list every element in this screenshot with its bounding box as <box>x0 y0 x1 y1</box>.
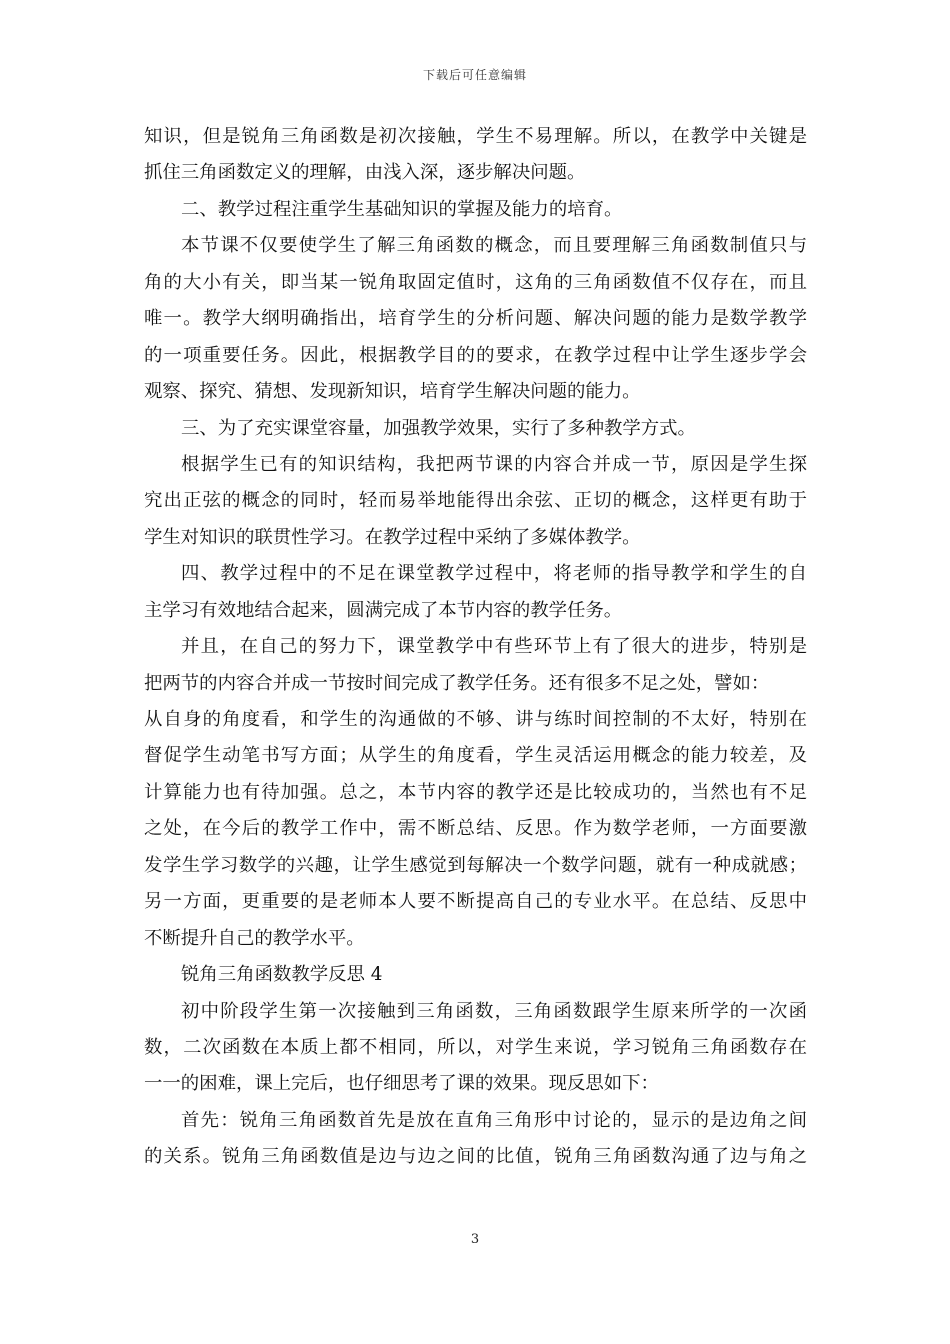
text-line: 首先：锐角三角函数首先是放在直角三角形中讨论的，显示的是边角之间 <box>181 1109 807 1131</box>
text-line: 另一方面，更重要的是老师本人要不断提高自己的专业水平。在总结、反思中 <box>144 891 807 913</box>
text-line: 知识，但是锐角三角函数是初次接触，学生不易理解。所以，在教学中关键是 <box>144 126 807 147</box>
text-line: 初中阶段学生第一次接触到三角函数，三角函数跟学生原来所学的一次函 <box>181 1000 807 1022</box>
text-line: 三、为了充实课堂容量，加强教学效果，实行了多种教学方式。 <box>181 417 696 439</box>
text-line: 的关系。锐角三角函数值是边与边之间的比值，锐角三角函数沟通了边与角之 <box>144 1146 807 1168</box>
text-line: 一一的困难，课上完后，也仔细思考了课的效果。现反思如下： <box>144 1073 659 1095</box>
text-line: 发学生学习数学的兴趣，让学生感觉到每解决一个数学问题，就有一种成就感； <box>144 854 807 876</box>
document-body <box>144 119 807 1176</box>
text-line: 计算能力也有待加强。总之，本节内容的教学还是比较成功的，当然也有不足 <box>144 781 807 803</box>
text-line: 的一项重要任务。因此，根据教学目的的要求，在教学过程中让学生逐步学会 <box>144 344 807 366</box>
page-header: 下载后可任意编辑 <box>422 68 527 82</box>
text-line: 观察、探究、猜想、发现新知识，培育学生解决问题的能力。 <box>144 381 641 403</box>
text-line: 学生对知识的联贯性学习。在教学过程中采纳了多媒体教学。 <box>144 526 641 548</box>
text-line: 根据学生已有的知识结构，我把两节课的内容合并成一节，原因是学生探 <box>181 453 807 475</box>
page-number: 3 <box>470 1232 480 1247</box>
text-line: 主学习有效地结合起来，圆满完成了本节内容的教学任务。 <box>144 599 623 621</box>
text-line: 角的大小有关，即当某一锐角取固定值时，这角的三角函数值不仅存在，而且 <box>144 271 807 293</box>
text-line: 数，二次函数在本质上都不相同，所以，对学生来说，学习锐角三角函数存在 <box>144 1036 807 1058</box>
text-line: 本节课不仅要使学生了解三角函数的概念，而且要理解三角函数制值只与 <box>181 235 807 257</box>
text-line: 之处，在今后的教学工作中，需不断总结、反思。作为数学老师，一方面要激 <box>144 818 807 840</box>
text-line: 抓住三角函数定义的理解，由浅入深，逐步解决问题。 <box>144 162 586 184</box>
text-line: 督促学生动笔书写方面；从学生的角度看，学生灵活运用概念的能力较差，及 <box>144 745 807 767</box>
text-line: 把两节的内容合并成一节按时间完成了教学任务。还有很多不足之处，譬如： <box>144 672 770 694</box>
text-line: 究出正弦的概念的同时，轻而易举地能得出余弦、正切的概念，这样更有助于 <box>144 490 807 512</box>
text-line: 并且，在自己的努力下，课堂教学中有些环节上有了很大的进步，特别是 <box>181 636 807 658</box>
text-line: 锐角三角函数教学反思 4 <box>181 964 383 986</box>
text-line: 四、教学过程中的不足在课堂教学过程中，将老师的指导教学和学生的自 <box>181 563 807 585</box>
text-line: 二、教学过程注重学生基础知识的掌握及能力的培育。 <box>181 198 623 220</box>
text-line: 不断提升自己的教学水平。 <box>144 927 365 949</box>
text-line: 从自身的角度看，和学生的沟通做的不够、讲与练时间控制的不太好，特别在 <box>144 709 807 730</box>
text-line: 唯一。教学大纲明确指出，培育学生的分析问题、解决问题的能力是数学教学 <box>144 308 807 330</box>
